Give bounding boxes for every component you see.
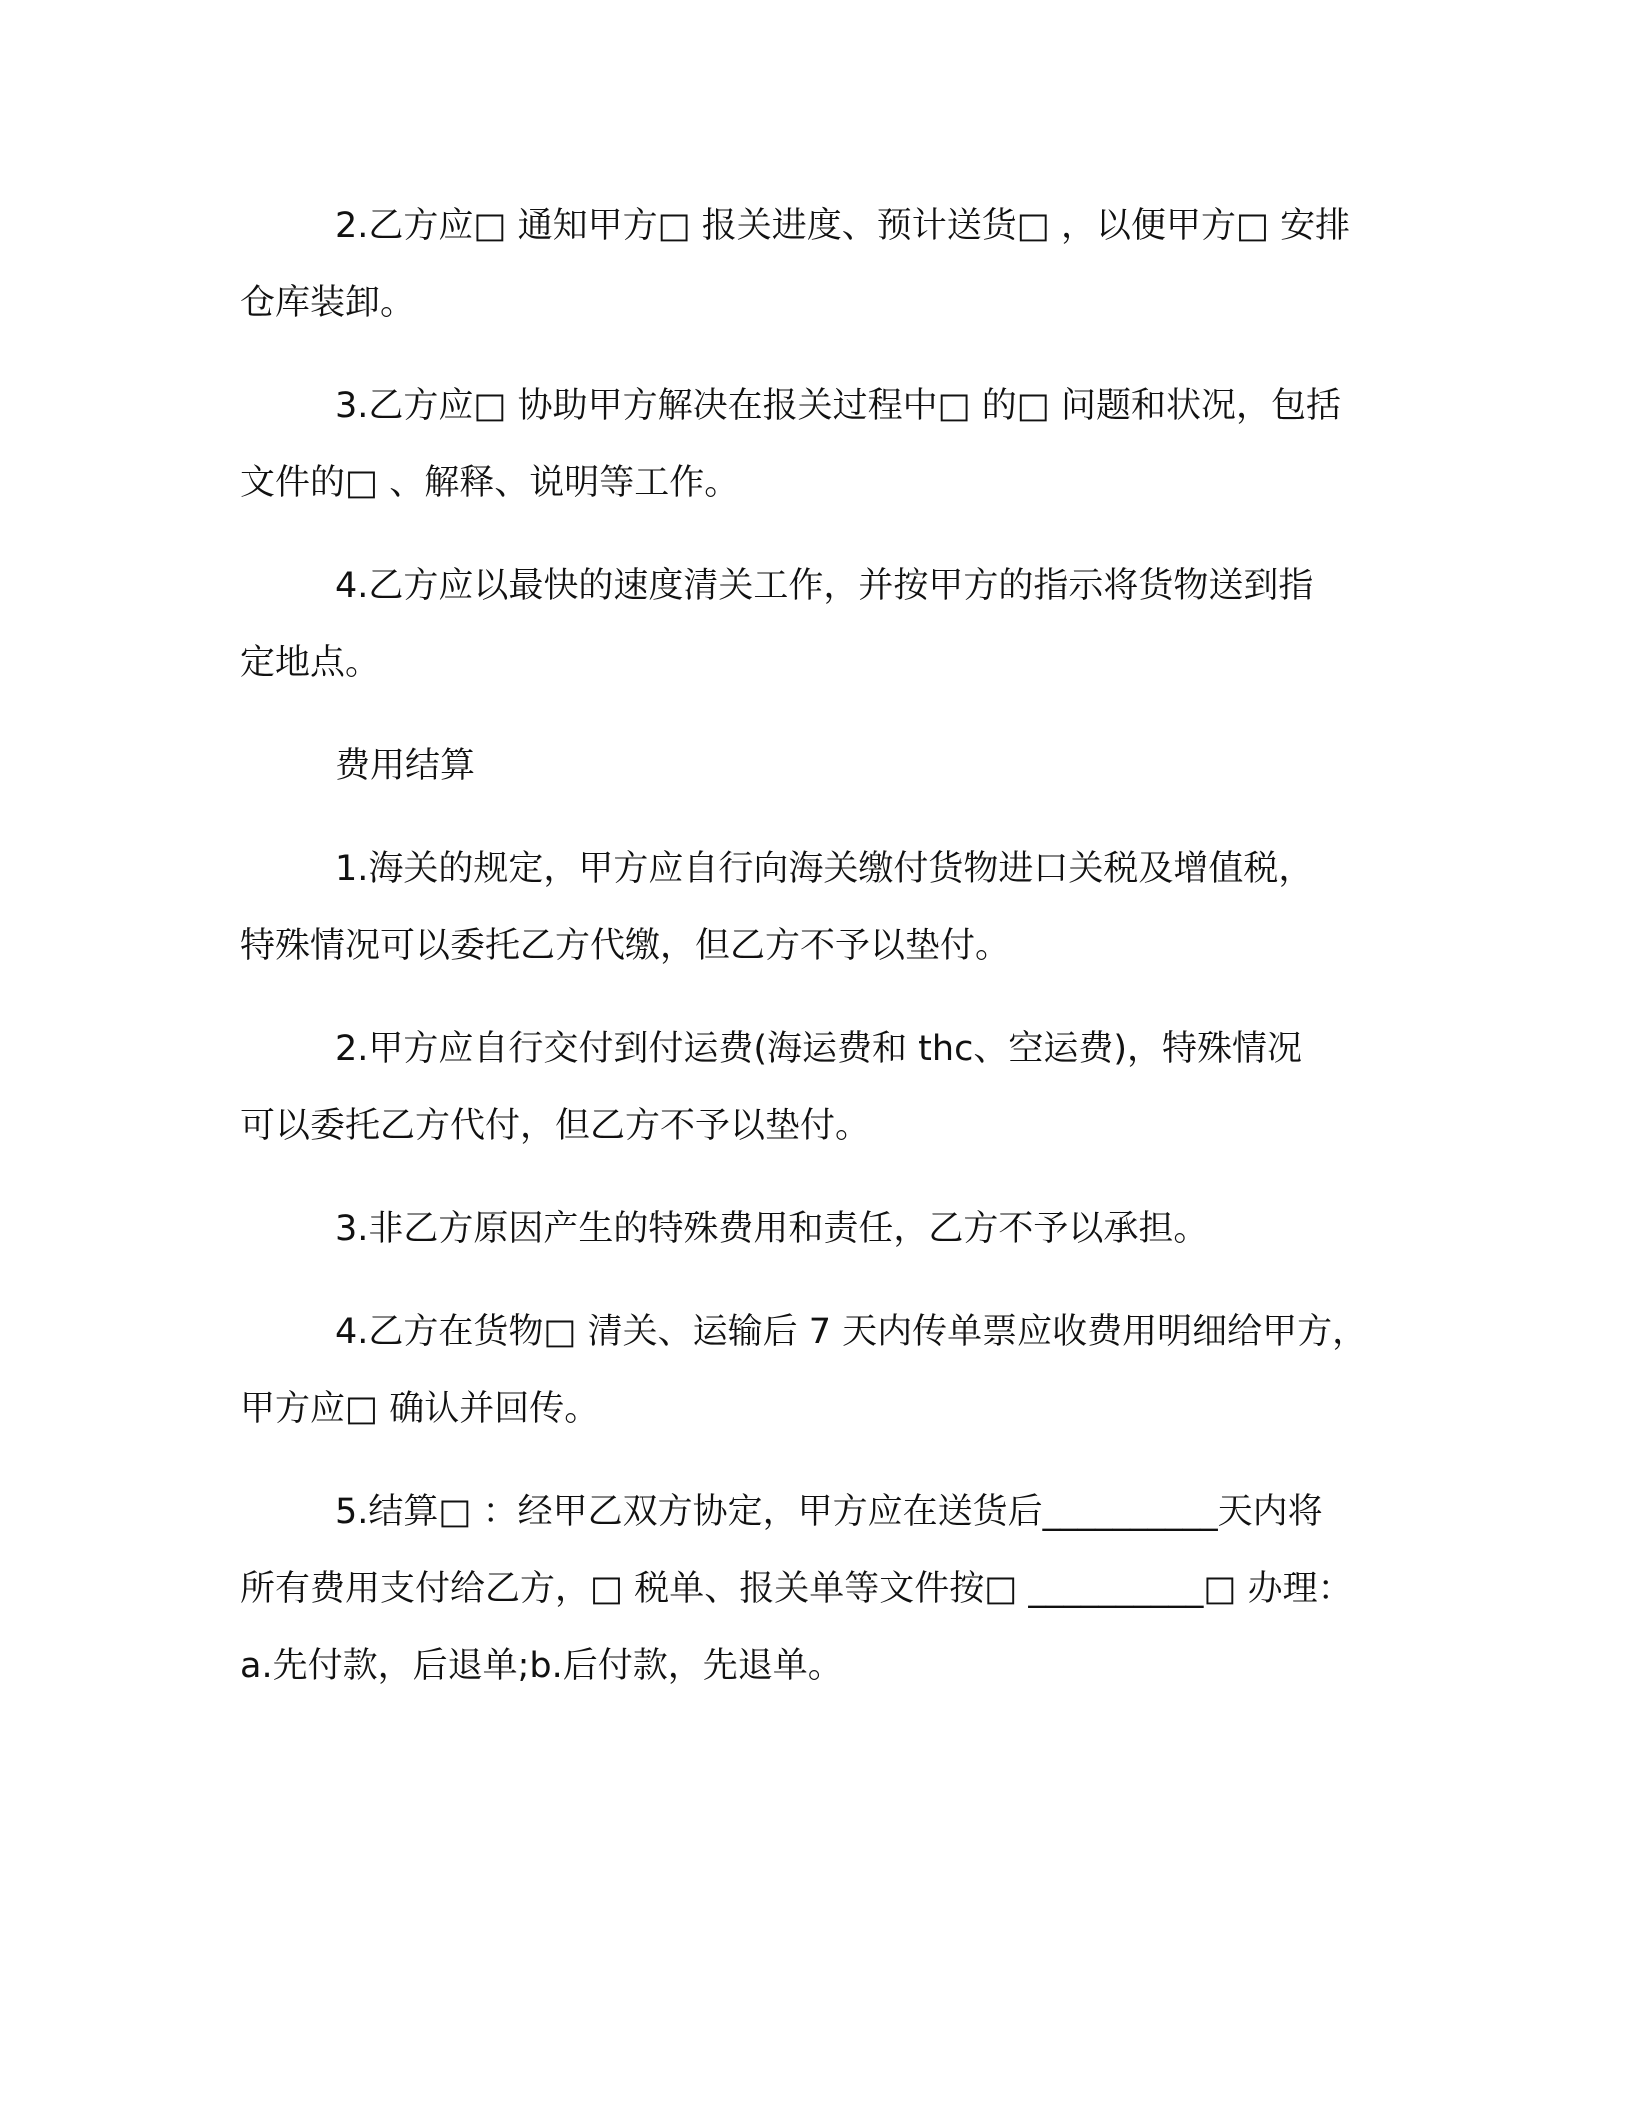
settlement-clause-4-line-1: 4.乙方在货物□ 清关、运输后 7 天内传单票应收费用明细给甲方，: [335, 1312, 1368, 1352]
clause-2: [240, 188, 1410, 342]
clause-4-line-1: 4.乙方应以最快的速度清关工作，并按甲方的指示将货物送到指: [335, 566, 1314, 606]
settlement-clause-1-line-1: 1.海关的规定，甲方应自行向海关缴付货物进口关税及增值税，: [335, 849, 1314, 889]
settlement-clause-5-line-2: 所有费用支付给乙方，□ 税单、报关单等文件按□ __________□ 办理：: [240, 1569, 1353, 1609]
clause-4-line-2: 定地点。: [240, 643, 381, 683]
settlement-clause-1: [240, 831, 1410, 985]
settlement-clause-5-line-3: a.先付款，后退单;b.后付款，先退单。: [240, 1646, 843, 1686]
settlement-clause-5-line-1: 5.结算□ ：经甲乙双方协定，甲方应在送货后__________天内将: [335, 1492, 1323, 1532]
clause-2-line-1: 2.乙方应□ 通知甲方□ 报关进度、预计送货□ ，以便甲方□ 安排: [335, 206, 1351, 246]
section-heading-fee-settlement: 费用结算: [335, 746, 476, 786]
settlement-clause-4: [240, 1294, 1410, 1448]
clause-3-line-2: 文件的□ 、解释、说明等工作。: [240, 463, 740, 503]
clause-2-line-2: 仓库装卸。: [240, 283, 416, 323]
settlement-clause-2-line-1: 2.甲方应自行交付到付运费(海运费和 thc、空运费)，特殊情况: [335, 1029, 1302, 1069]
document-body: [240, 188, 1410, 1731]
settlement-clause-3: [240, 1191, 1410, 1268]
clause-3: [240, 368, 1410, 522]
settlement-clause-2-line-2: 可以委托乙方代付，但乙方不予以垫付。: [240, 1106, 871, 1146]
clause-3-line-1: 3.乙方应□ 协助甲方解决在报关过程中□ 的□ 问题和状况，包括: [335, 386, 1341, 426]
settlement-clause-3-line-1: 3.非乙方原因产生的特殊费用和责任，乙方不予以承担。: [335, 1209, 1209, 1249]
settlement-clause-4-line-2: 甲方应□ 确认并回传。: [240, 1389, 600, 1429]
settlement-clause-2: [240, 1011, 1410, 1165]
settlement-clause-5: [240, 1474, 1410, 1705]
settlement-clause-1-line-2: 特殊情况可以委托乙方代缴，但乙方不予以垫付。: [240, 926, 1011, 966]
clause-4: [240, 548, 1410, 702]
